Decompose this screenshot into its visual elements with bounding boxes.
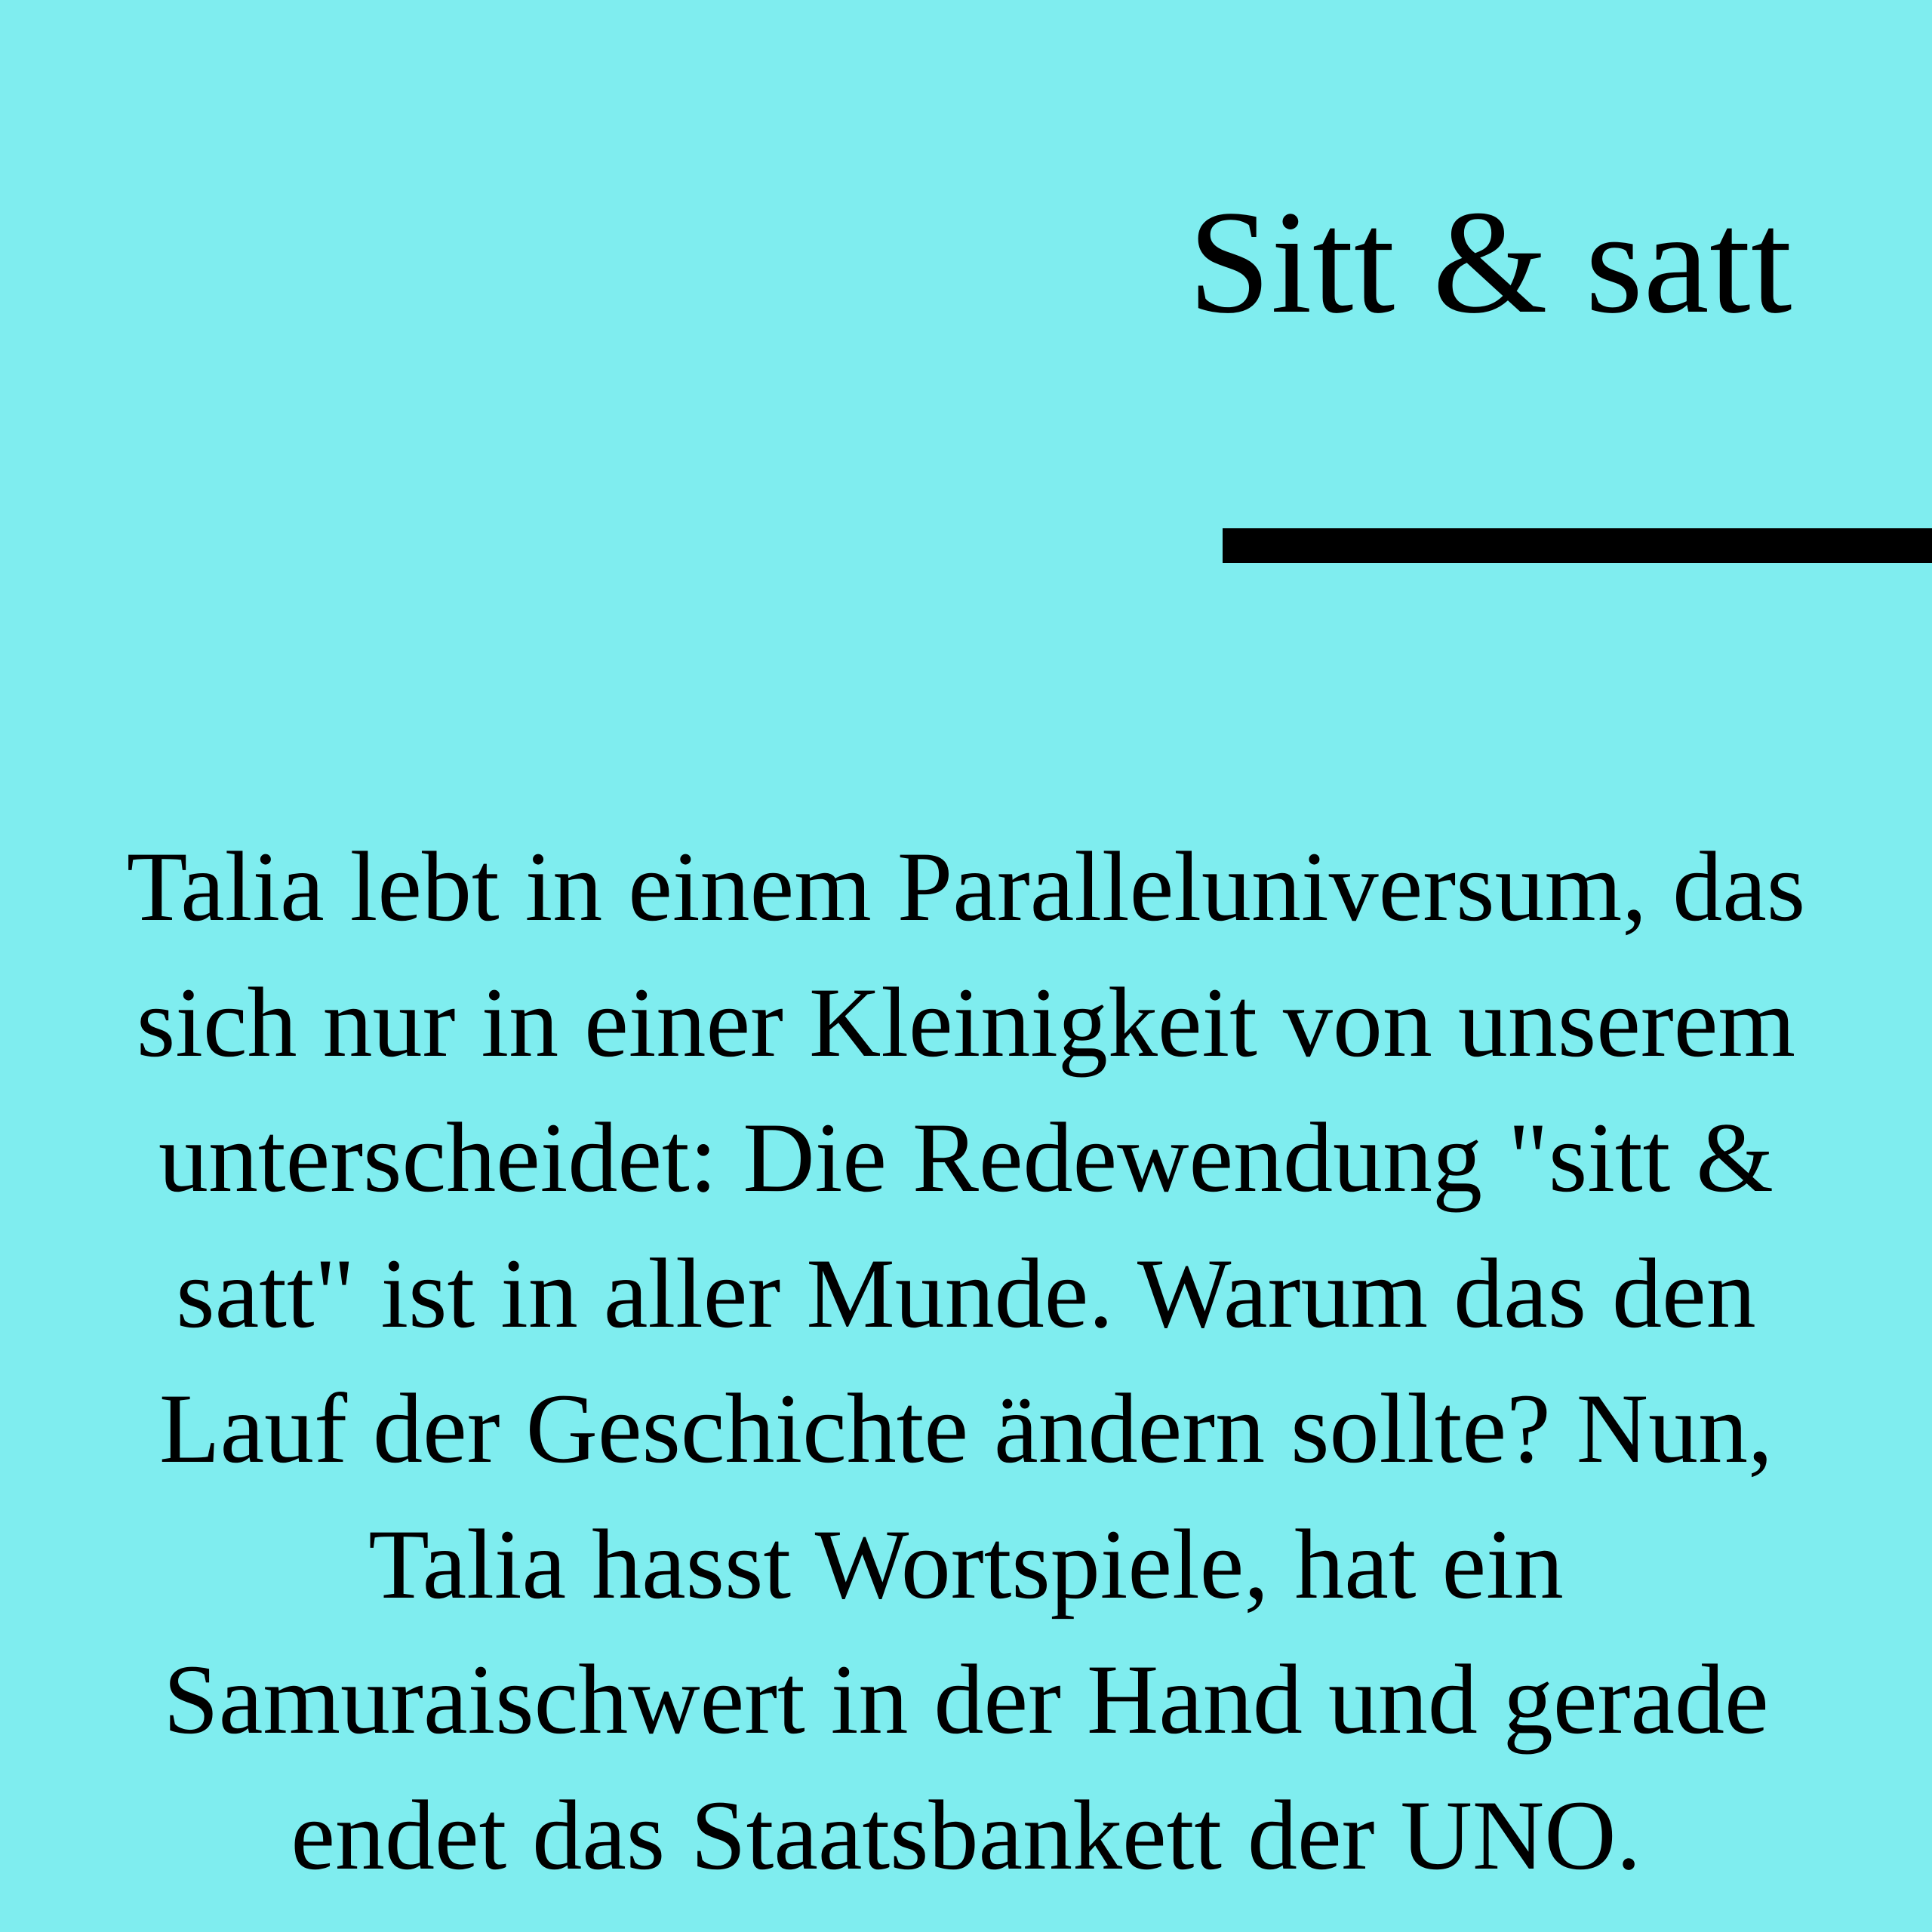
title-block: [132, 180, 1792, 344]
horizontal-rule: [1223, 528, 1932, 563]
page-title: Sitt & satt: [1188, 180, 1792, 344]
body-paragraph: Talia lebt in einem Paralleluniversum, das sich nur in einer Kleinigkeit von unserem unterscheidet: Die Redewendung "sitt & satt" ist in aller Munde. Warum das den Lauf der Geschichte ändern sollte? Nun, Talia hasst Wortspiele, hat ein Samuraischwert in der Hand und gerade endet das Staatsbankett der UNO.: [126, 831, 1806, 1890]
body-block: [75, 819, 1857, 1903]
